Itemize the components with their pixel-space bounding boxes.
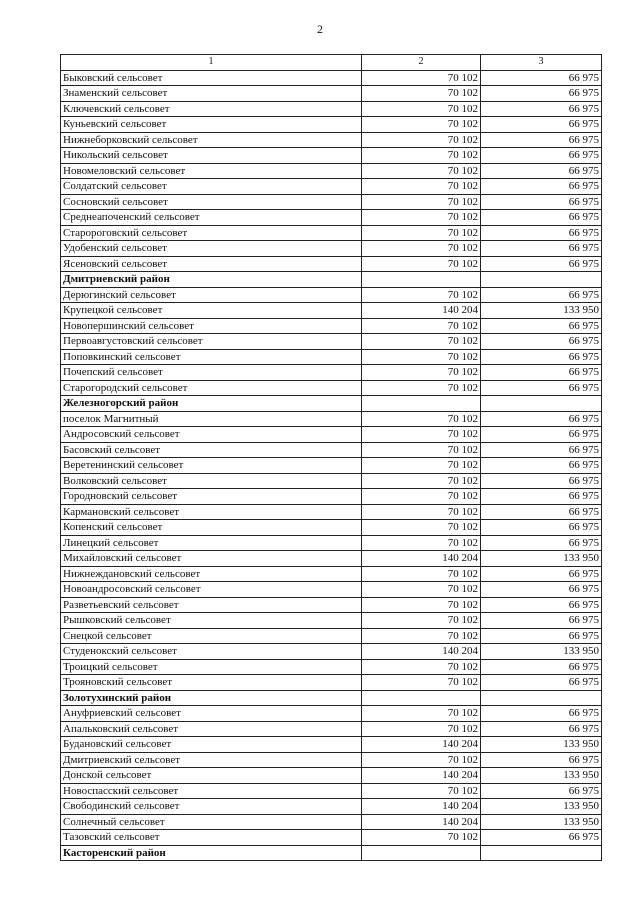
value-col2-cell: 70 102 [362,535,481,551]
settlement-name-cell: Новопершинский сельсовет [61,318,362,334]
table-row [61,411,602,427]
value-col2-cell: 70 102 [362,597,481,613]
settlement-name-cell: Удобенский сельсовет [61,241,362,257]
table-row [61,489,602,505]
settlement-name-cell: Никольский сельсовет [61,148,362,164]
value-col3-cell: 66 975 [481,706,602,722]
value-col2-cell: 70 102 [362,380,481,396]
value-col2-cell: 70 102 [362,458,481,474]
value-col3-cell: 66 975 [481,225,602,241]
value-col3-cell [481,690,602,706]
table-row [61,349,602,365]
value-col2-cell [362,272,481,288]
settlement-name-cell: Ануфриевский сельсовет [61,706,362,722]
value-col2-cell: 70 102 [362,163,481,179]
value-col3-cell: 66 975 [481,101,602,117]
settlement-name-cell: Нижнеборковский сельсовет [61,132,362,148]
table-row [61,458,602,474]
value-col2-cell: 70 102 [362,411,481,427]
value-col2-cell: 70 102 [362,675,481,691]
settlement-name-cell: Михайловский сельсовет [61,551,362,567]
settlement-name-cell: Городновский сельсовет [61,489,362,505]
value-col3-cell: 66 975 [481,504,602,520]
value-col3-cell: 66 975 [481,256,602,272]
value-col2-cell: 70 102 [362,287,481,303]
table-row [61,86,602,102]
table-row [61,830,602,846]
value-col2-cell: 70 102 [362,752,481,768]
value-col2-cell: 70 102 [362,566,481,582]
settlement-name-cell: Апальковский сельсовет [61,721,362,737]
table-row [61,365,602,381]
settlement-name-cell: Рышковский сельсовет [61,613,362,629]
value-col2-cell: 70 102 [362,442,481,458]
settlement-name-cell: Знаменский сельсовет [61,86,362,102]
table-row [61,644,602,660]
value-col3-cell: 66 975 [481,783,602,799]
value-col2-cell: 140 204 [362,644,481,660]
value-col3-cell: 66 975 [481,582,602,598]
settlement-name-cell: Снецкой сельсовет [61,628,362,644]
value-col3-cell: 133 950 [481,644,602,660]
table-row [61,101,602,117]
value-col3-cell: 66 975 [481,628,602,644]
settlement-name-cell: Новомеловский сельсовет [61,163,362,179]
table-row [61,179,602,195]
settlement-name-cell: Трояновский сельсовет [61,675,362,691]
value-col3-cell: 66 975 [481,721,602,737]
settlement-name-cell: Ключевский сельсовет [61,101,362,117]
value-col2-cell: 70 102 [362,210,481,226]
value-col3-cell: 133 950 [481,737,602,753]
value-col3-cell: 66 975 [481,489,602,505]
value-col3-cell: 66 975 [481,70,602,86]
value-col3-cell: 66 975 [481,365,602,381]
settlement-name-cell: Троицкий сельсовет [61,659,362,675]
table-row [61,520,602,536]
table-row [61,737,602,753]
settlement-name-cell: Почепский сельсовет [61,365,362,381]
settlement-name-cell: Старогородский сельсовет [61,380,362,396]
value-col3-cell: 66 975 [481,148,602,164]
column-header-2: 2 [362,55,481,71]
district-header-row [61,272,602,288]
table-row [61,675,602,691]
value-col2-cell [362,396,481,412]
value-col2-cell: 70 102 [362,225,481,241]
value-col3-cell: 66 975 [481,132,602,148]
value-col2-cell: 70 102 [362,365,481,381]
value-col2-cell [362,845,481,861]
table-row [61,163,602,179]
value-col3-cell: 66 975 [481,210,602,226]
value-col3-cell: 133 950 [481,814,602,830]
value-col2-cell: 70 102 [362,132,481,148]
table-row [61,442,602,458]
settlement-name-cell: Сосновский сельсовет [61,194,362,210]
settlement-name-cell: Дмитриевский сельсовет [61,752,362,768]
value-col2-cell: 70 102 [362,334,481,350]
table-row [61,148,602,164]
value-col2-cell [362,690,481,706]
settlement-name-cell: Быковский сельсовет [61,70,362,86]
value-col3-cell: 133 950 [481,551,602,567]
allocation-table [60,54,602,861]
value-col3-cell: 66 975 [481,86,602,102]
value-col3-cell: 66 975 [481,613,602,629]
table-row [61,597,602,613]
table-row [61,303,602,319]
value-col3-cell: 66 975 [481,427,602,443]
table-row [61,613,602,629]
value-col2-cell: 70 102 [362,349,481,365]
table-row [61,535,602,551]
settlement-name-cell: Новоандросовский сельсовет [61,582,362,598]
settlement-name-cell: Касторенский район [61,845,362,861]
value-col3-cell: 66 975 [481,287,602,303]
table-row [61,334,602,350]
table-row [61,117,602,133]
value-col3-cell: 66 975 [481,163,602,179]
value-col3-cell: 66 975 [481,349,602,365]
value-col3-cell: 133 950 [481,303,602,319]
value-col3-cell: 66 975 [481,535,602,551]
value-col3-cell: 133 950 [481,768,602,784]
value-col3-cell: 66 975 [481,659,602,675]
settlement-name-cell: Дмитриевский район [61,272,362,288]
value-col3-cell [481,272,602,288]
value-col2-cell: 70 102 [362,473,481,489]
district-header-row [61,396,602,412]
value-col2-cell: 70 102 [362,256,481,272]
table-row [61,241,602,257]
value-col2-cell: 70 102 [362,659,481,675]
settlement-name-cell: Студенокский сельсовет [61,644,362,660]
table-row [61,210,602,226]
value-col2-cell: 70 102 [362,520,481,536]
value-col3-cell: 66 975 [481,179,602,195]
value-col2-cell: 70 102 [362,613,481,629]
table-row [61,287,602,303]
district-header-row [61,845,602,861]
value-col2-cell: 140 204 [362,303,481,319]
value-col2-cell: 70 102 [362,117,481,133]
table-row [61,659,602,675]
table-row [61,132,602,148]
settlement-name-cell: Железногорский район [61,396,362,412]
settlement-name-cell: Крупецкой сельсовет [61,303,362,319]
value-col2-cell: 70 102 [362,504,481,520]
value-col2-cell: 140 204 [362,799,481,815]
value-col2-cell: 70 102 [362,628,481,644]
settlement-name-cell: Разветьевский сельсовет [61,597,362,613]
value-col3-cell: 66 975 [481,675,602,691]
table-row [61,318,602,334]
value-col3-cell: 66 975 [481,117,602,133]
settlement-name-cell: Тазовский сельсовет [61,830,362,846]
value-col2-cell: 70 102 [362,148,481,164]
value-col3-cell: 66 975 [481,597,602,613]
table-row [61,225,602,241]
table-row [61,70,602,86]
settlement-name-cell: Солнечный сельсовет [61,814,362,830]
value-col2-cell: 70 102 [362,318,481,334]
value-col2-cell: 70 102 [362,783,481,799]
settlement-name-cell: Куньевский сельсовет [61,117,362,133]
table-row [61,551,602,567]
table-row [61,752,602,768]
settlement-name-cell: Дерюгинский сельсовет [61,287,362,303]
value-col2-cell: 140 204 [362,551,481,567]
value-col2-cell: 70 102 [362,427,481,443]
settlement-name-cell: Ясеновский сельсовет [61,256,362,272]
value-col3-cell [481,396,602,412]
value-col2-cell: 70 102 [362,830,481,846]
value-col2-cell: 70 102 [362,706,481,722]
settlement-name-cell: Первоавгустовский сельсовет [61,334,362,350]
table-row [61,628,602,644]
value-col3-cell: 66 975 [481,194,602,210]
table-row [61,721,602,737]
value-col2-cell: 70 102 [362,70,481,86]
settlement-name-cell: Донской сельсовет [61,768,362,784]
table-row [61,814,602,830]
settlement-name-cell: Веретенинский сельсовет [61,458,362,474]
value-col3-cell: 66 975 [481,241,602,257]
value-col3-cell: 133 950 [481,799,602,815]
table-row [61,380,602,396]
value-col3-cell: 66 975 [481,830,602,846]
table-row [61,706,602,722]
value-col2-cell: 70 102 [362,179,481,195]
settlement-name-cell: Кармановский сельсовет [61,504,362,520]
settlement-name-cell: Золотухинский район [61,690,362,706]
value-col2-cell: 140 204 [362,737,481,753]
column-header-1: 1 [61,55,362,71]
value-col2-cell: 70 102 [362,101,481,117]
value-col2-cell: 140 204 [362,814,481,830]
settlement-name-cell: Среднеапоченский сельсовет [61,210,362,226]
settlement-name-cell: Новоспасский сельсовет [61,783,362,799]
value-col3-cell: 66 975 [481,411,602,427]
value-col3-cell: 66 975 [481,752,602,768]
settlement-name-cell: Копенский сельсовет [61,520,362,536]
table-header-row [61,55,602,71]
value-col2-cell: 70 102 [362,194,481,210]
settlement-name-cell: Нижнеждановский сельсовет [61,566,362,582]
settlement-name-cell: Будановский сельсовет [61,737,362,753]
value-col2-cell: 70 102 [362,721,481,737]
table-body [61,70,602,861]
settlement-name-cell: поселок Магнитный [61,411,362,427]
settlement-name-cell: Волковский сельсовет [61,473,362,489]
table-row [61,582,602,598]
district-header-row [61,690,602,706]
settlement-name-cell: Андросовский сельсовет [61,427,362,443]
value-col3-cell: 66 975 [481,520,602,536]
value-col2-cell: 70 102 [362,241,481,257]
table-row [61,504,602,520]
settlement-name-cell: Солдатский сельсовет [61,179,362,195]
page-number: 2 [317,22,323,36]
settlement-name-cell: Линецкий сельсовет [61,535,362,551]
table-row [61,566,602,582]
table-row [61,473,602,489]
value-col3-cell: 66 975 [481,442,602,458]
table-row [61,427,602,443]
table-row [61,783,602,799]
column-header-3: 3 [481,55,602,71]
settlement-name-cell: Свободинский сельсовет [61,799,362,815]
value-col3-cell: 66 975 [481,473,602,489]
value-col2-cell: 70 102 [362,86,481,102]
table-row [61,768,602,784]
table-row [61,256,602,272]
settlement-name-cell: Поповкинский сельсовет [61,349,362,365]
table-row [61,799,602,815]
value-col3-cell: 66 975 [481,458,602,474]
value-col2-cell: 70 102 [362,489,481,505]
settlement-name-cell: Басовский сельсовет [61,442,362,458]
value-col3-cell: 66 975 [481,566,602,582]
value-col2-cell: 70 102 [362,582,481,598]
table-row [61,194,602,210]
value-col2-cell: 140 204 [362,768,481,784]
value-col3-cell: 66 975 [481,318,602,334]
value-col3-cell [481,845,602,861]
value-col3-cell: 66 975 [481,380,602,396]
value-col3-cell: 66 975 [481,334,602,350]
settlement-name-cell: Старороговский сельсовет [61,225,362,241]
